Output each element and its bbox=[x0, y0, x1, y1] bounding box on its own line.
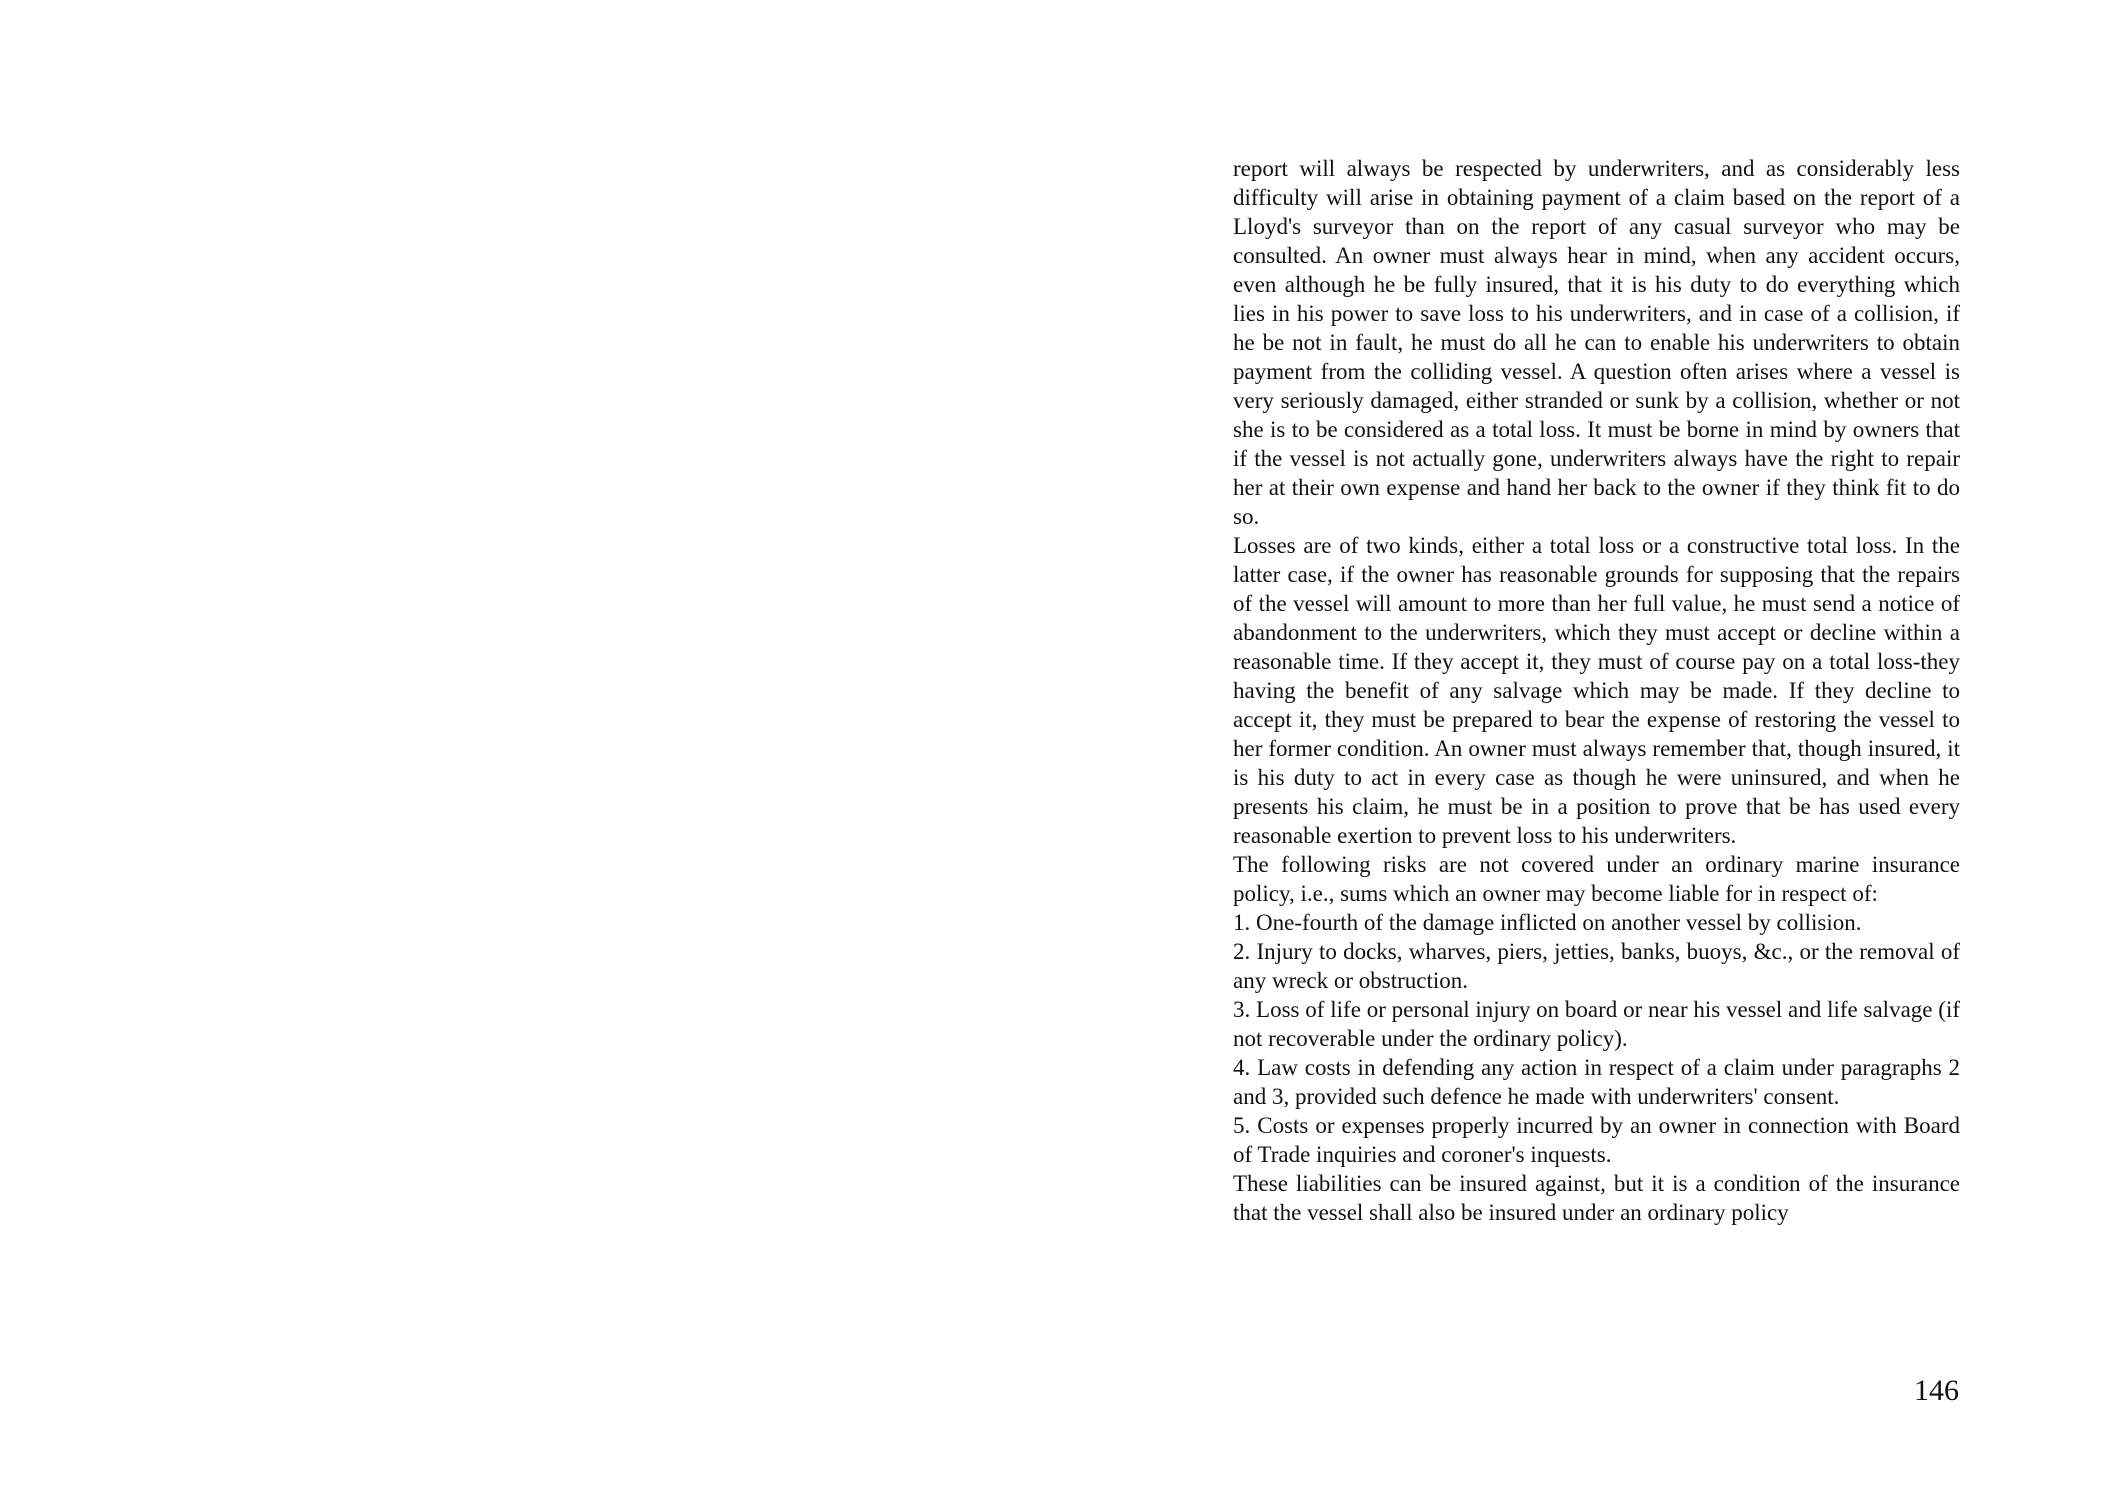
page-number: 146 bbox=[1914, 1374, 1959, 1407]
paragraph-lloyds-surveyor: report will always be respected by underwriters, and as considerably less difficulty will arise in obtaining payment of a claim based on the report of a Lloyd's surveyor than on the report of any casual surveyor who may be consulted. An owner must always hear in mind, when any accident occurs, even although he be fully insured, that it is his duty to do everything which lies in his power to save loss to his underwriters, and in case of a collision, if he be not in fault, he must do all he can to enable his underwriters to obtain payment from the colliding vessel. A question often arises where a vessel is very seriously damaged, either stranded or sunk by a collision, whether or not she is to be considered as a total loss. It must be borne in mind by owners that if the vessel is not actually gone, underwriters always have the right to repair her at their own expense and hand her back to the owner if they think fit to do so. bbox=[1233, 156, 1960, 529]
paragraph-risks-intro: The following risks are not covered under an ordinary marine insurance policy, i.e., sums which an owner may become liable for in respect of: bbox=[1233, 852, 1960, 906]
list-item-risk-4: 4. Law costs in defending any action in respect of a claim under paragraphs 2 and 3, provided such defence he made with underwriters' consent. bbox=[1233, 1055, 1960, 1109]
body-text bbox=[1233, 154, 1960, 1227]
list-item-risk-5: 5. Costs or expenses properly incurred by an owner in connection with Board of Trade inquiries and coroner's inquests. bbox=[1233, 1113, 1960, 1167]
list-item-risk-2: 2. Injury to docks, wharves, piers, jetties, banks, buoys, &c., or the removal of any wreck or obstruction. bbox=[1233, 939, 1960, 993]
list-item-risk-3: 3. Loss of life or personal injury on board or near his vessel and life salvage (if not recoverable under the ordinary policy). bbox=[1233, 997, 1960, 1051]
list-item-risk-1: 1. One-fourth of the damage inflicted on another vessel by collision. bbox=[1233, 910, 1862, 935]
paragraph-losses: Losses are of two kinds, either a total loss or a constructive total loss. In the latter case, if the owner has reasonable grounds for supposing that the repairs of the vessel will amount to more than her full value, he must send a notice of abandonment to the underwriters, which they must accept or decline within a reasonable time. If they accept it, they must of course pay on a total loss-they having the benefit of any salvage which may be made. If they decline to accept it, they must be prepared to bear the expense of restoring the vessel to her former condition. An owner must always remember that, though insured, it is his duty to act in every case as though he were uninsured, and when he presents his claim, he must be in a position to prove that be has used every reasonable exertion to prevent loss to his underwriters. bbox=[1233, 533, 1960, 848]
paragraph-liabilities: These liabilities can be insured against, but it is a condition of the insurance that the vessel shall also be insured under an ordinary policy bbox=[1233, 1171, 1960, 1225]
